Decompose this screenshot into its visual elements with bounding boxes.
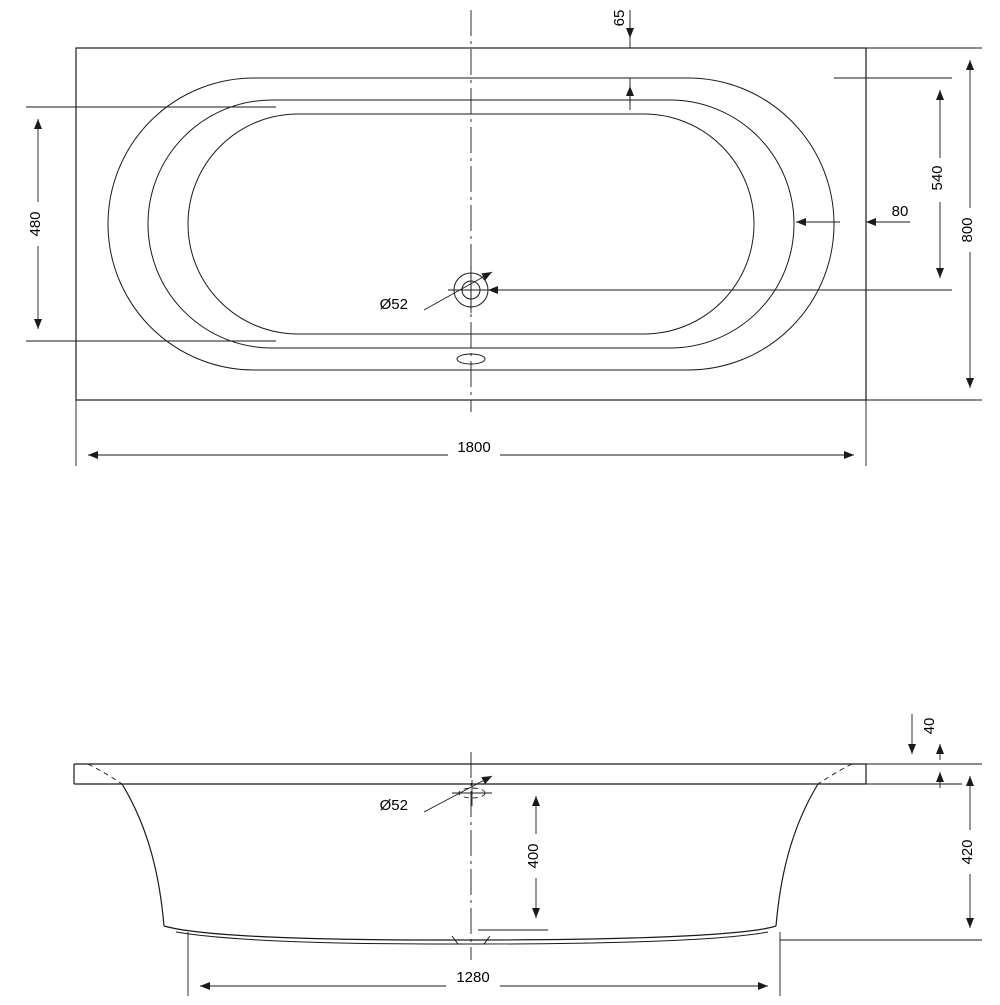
drain-diameter-leader [424, 272, 492, 310]
dim-label-inner-width: 540 [928, 165, 946, 191]
section-bottom-outer [164, 926, 776, 940]
dim-label-480: 480 [26, 211, 44, 237]
dim-label-40: 40 [920, 717, 938, 735]
section-body-left-outer [122, 784, 164, 926]
dim-label-80: 80 [891, 202, 909, 220]
top-view-group [26, 10, 982, 466]
dim-label-width: 800 [958, 217, 976, 243]
dim-label-1280: 1280 [456, 968, 490, 986]
dim-label-420: 420 [958, 839, 976, 865]
section-drain-leader [424, 776, 492, 812]
dim-label-length: 1800 [457, 438, 491, 456]
drain-diameter-label-top: Ø52 [379, 295, 408, 313]
section-view-group [74, 714, 982, 996]
section-right-corner-dashed [818, 764, 852, 784]
section-bottom-inner [176, 932, 768, 944]
dim-label-65: 65 [610, 9, 628, 27]
drain-diameter-label-section: Ø52 [379, 796, 408, 814]
section-left-corner-dashed [88, 764, 122, 784]
section-body-right-outer [776, 784, 818, 926]
dim-label-400: 400 [524, 843, 542, 869]
